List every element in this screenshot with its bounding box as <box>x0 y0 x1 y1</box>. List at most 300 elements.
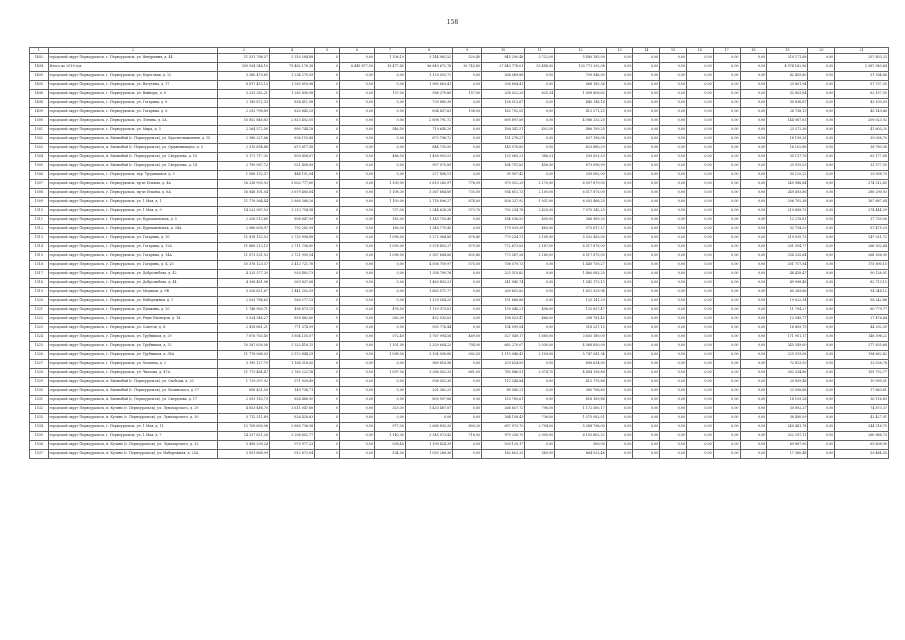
value-cell: 120 773 292,98 <box>555 63 606 72</box>
value-cell: 0,00 <box>686 252 713 261</box>
value-cell: 809,20 <box>453 423 482 432</box>
value-cell: 673 096,99 <box>555 162 606 171</box>
value-cell: 0,00 <box>686 279 713 288</box>
column-number: 11 <box>525 48 555 54</box>
value-cell: 0,00 <box>633 270 660 279</box>
value-cell: 0,00 <box>713 360 740 369</box>
value-cell: 820 645,29 <box>269 108 314 117</box>
value-cell: 0,00 <box>606 270 633 279</box>
row-number: 1523 <box>30 324 49 333</box>
value-cell: 0,00 <box>453 216 482 225</box>
column-number: 2 <box>48 48 218 54</box>
value-cell: 0,00 <box>660 315 687 324</box>
value-cell: 2 889 736,98 <box>269 423 314 432</box>
value-cell: 0,00 <box>660 81 687 90</box>
value-cell: 28 738,13 <box>767 108 808 117</box>
value-cell: 575,00 <box>453 261 482 270</box>
column-number: 16 <box>686 48 713 54</box>
value-cell: 0,00 <box>339 108 374 117</box>
value-cell: 0,00 <box>633 288 660 297</box>
value-cell: 0,00 <box>740 243 767 252</box>
value-cell: 0,00 <box>808 207 835 216</box>
table-row <box>30 378 889 387</box>
value-cell: 0,00 <box>808 369 835 378</box>
value-cell: 0,00 <box>713 342 740 351</box>
value-cell: 0,00 <box>686 117 713 126</box>
value-cell: 496 673,15 <box>269 306 314 315</box>
column-number: 21 <box>835 48 889 54</box>
value-cell: 0,00 <box>606 198 633 207</box>
value-cell: 51 594,86 <box>835 72 889 81</box>
value-cell: 2 794,00 <box>525 423 555 432</box>
address-cell: городской округ Первоуральск, г. Первоуральск, ул. Советов, д. 4 <box>48 324 218 333</box>
value-cell: 826 237,92 <box>482 198 525 207</box>
value-cell: 0,00 <box>660 333 687 342</box>
value-cell: 0,00 <box>713 207 740 216</box>
value-cell: 266 657,72 <box>482 405 525 414</box>
column-number: 1 <box>30 48 49 54</box>
value-cell: 0,00 <box>808 423 835 432</box>
value-cell: 0,00 <box>740 315 767 324</box>
value-cell: 164 751,82 <box>482 162 525 171</box>
value-cell: 325,00 <box>375 405 406 414</box>
row-number: 1508 <box>30 189 49 198</box>
value-cell: 4 494 198,86 <box>555 369 606 378</box>
value-cell: 0,00 <box>633 99 660 108</box>
address-cell: городской округ Первоуральск, г. Первоуральск, ул. Трубников, д. 29 <box>48 333 218 342</box>
table-row <box>30 297 889 306</box>
value-cell: 0,00 <box>339 99 374 108</box>
value-cell: 17 663,81 <box>835 387 889 396</box>
value-cell: 11 794,27 <box>767 306 808 315</box>
value-cell: 0,00 <box>339 414 374 423</box>
value-cell: 0,00 <box>808 63 835 72</box>
table-row <box>30 171 889 180</box>
value-cell: 0,00 <box>453 414 482 423</box>
value-cell: 0,00 <box>633 279 660 288</box>
value-cell: 3 602 777,60 <box>269 180 314 189</box>
value-cell: 0,00 <box>375 261 406 270</box>
value-cell: 0,00 <box>660 306 687 315</box>
value-cell: 0,00 <box>660 252 687 261</box>
address-cell: городской округ Первоуральск, г. Первоуральск, ул. Добролюбова, д. 42 <box>48 270 218 279</box>
value-cell: 0,00 <box>740 414 767 423</box>
value-cell: 241 040,74 <box>482 279 525 288</box>
value-cell: 4 398 481,96 <box>218 279 269 288</box>
value-cell: 0,00 <box>740 54 767 63</box>
row-number: 1537 <box>30 450 49 459</box>
value-cell: 1 234 270,59 <box>269 72 314 81</box>
value-cell: 2 510 894,46 <box>218 144 269 153</box>
value-cell: 157,00 <box>375 90 406 99</box>
value-cell: 0 <box>315 225 340 234</box>
value-cell: 10 995,51 <box>835 378 889 387</box>
value-cell: 0,00 <box>686 432 713 441</box>
value-cell: 770 234,71 <box>482 234 525 243</box>
value-cell: 41 603,20 <box>835 126 889 135</box>
value-cell: 0,00 <box>808 225 835 234</box>
value-cell: 0,00 <box>339 171 374 180</box>
table-row <box>30 135 889 144</box>
value-cell: 2 100,00 <box>525 189 555 198</box>
value-cell: 11 868 213,13 <box>218 243 269 252</box>
value-cell: 18 199,28 <box>767 135 808 144</box>
value-cell: 572,40 <box>375 333 406 342</box>
row-number: 1515 <box>30 252 49 261</box>
table-row <box>30 234 889 243</box>
value-cell: 0,00 <box>713 441 740 450</box>
value-cell: 661,00 <box>453 369 482 378</box>
value-cell: 1 282 830,98 <box>269 90 314 99</box>
column-number: 6 <box>339 48 374 54</box>
value-cell: 346,51 <box>525 153 555 162</box>
value-cell: 0,00 <box>713 108 740 117</box>
value-cell: 2 413 721,76 <box>269 261 314 270</box>
value-cell: 2 790 987,72 <box>218 162 269 171</box>
value-cell: 0,00 <box>606 72 633 81</box>
value-cell: 0,00 <box>633 225 660 234</box>
value-cell: 0,00 <box>713 270 740 279</box>
value-cell: 201 382,25 <box>405 387 452 396</box>
value-cell: 486 199,25 <box>555 126 606 135</box>
value-cell: 0,00 <box>633 387 660 396</box>
value-cell: 0,00 <box>660 297 687 306</box>
value-cell: 1 358 799,76 <box>405 270 452 279</box>
value-cell: 0,00 <box>606 135 633 144</box>
value-cell: 0 <box>315 360 340 369</box>
value-cell: 4 325 377,30 <box>218 270 269 279</box>
value-cell: 0,00 <box>525 360 555 369</box>
value-cell: 52 803,84 <box>767 90 808 99</box>
value-cell: 0 <box>315 207 340 216</box>
value-cell: 23 915,03 <box>767 162 808 171</box>
value-cell: 0,00 <box>525 135 555 144</box>
table-row <box>30 360 889 369</box>
address-cell: городской округ Первоуральск, г. Первоуральск, ул. Пушкина, д. 20 <box>48 306 218 315</box>
value-cell: 0,00 <box>660 171 687 180</box>
value-cell: 0 <box>315 144 340 153</box>
value-cell: 0,00 <box>686 153 713 162</box>
value-cell: 0,00 <box>606 441 633 450</box>
value-cell: 1 621 529,94 <box>555 288 606 297</box>
value-cell: 2 180,00 <box>525 252 555 261</box>
value-cell: 236 604,41 <box>482 81 525 90</box>
address-cell: городской округ Первоуральск, п. Кузино (г. Первоуральск), ул. Луначарского, д. 30 <box>48 414 218 423</box>
value-cell: 0,00 <box>686 234 713 243</box>
value-cell: 1 140,30 <box>375 432 406 441</box>
value-cell: 0,00 <box>713 405 740 414</box>
value-cell: 96 849 672,78 <box>405 63 452 72</box>
address-cell: городской округ Первоуральск, г. Первоуральск, ул. Трубников, д. 32 <box>48 342 218 351</box>
value-cell: 0,00 <box>606 225 633 234</box>
value-cell: 0 <box>315 324 340 333</box>
value-cell: 0,00 <box>686 90 713 99</box>
value-cell: 168 341,51 <box>482 126 525 135</box>
value-cell: 0,00 <box>339 432 374 441</box>
value-cell: 0,00 <box>525 171 555 180</box>
value-cell: 0,00 <box>660 72 687 81</box>
value-cell: 0,00 <box>660 99 687 108</box>
value-cell: 2 035 786,65 <box>218 297 269 306</box>
column-number: 10 <box>482 48 525 54</box>
value-cell: 0,00 <box>660 198 687 207</box>
value-cell: 245 988,84 <box>767 180 808 189</box>
value-cell: 0,00 <box>713 180 740 189</box>
value-cell: 11 818 152,53 <box>218 234 269 243</box>
value-cell: 0,00 <box>339 288 374 297</box>
value-cell: 62 107,55 <box>835 90 889 99</box>
value-cell: 3 190 127,79 <box>218 360 269 369</box>
value-cell: 0,00 <box>740 279 767 288</box>
address-cell: городской округ Первоуральск, г. Первоуральск, ул. Вайнера, д. 8 <box>48 90 218 99</box>
value-cell: 1 541 173,13 <box>555 279 606 288</box>
value-cell: 0,00 <box>808 90 835 99</box>
value-cell: 1 098,50 <box>375 351 406 360</box>
value-cell: 3 378 400,37 <box>405 243 452 252</box>
value-cell: 11 778 968,03 <box>218 351 269 360</box>
value-cell: 709 946,00 <box>555 72 606 81</box>
value-cell: 0,00 <box>713 252 740 261</box>
value-cell: 0 <box>315 306 340 315</box>
value-cell: 0,00 <box>686 135 713 144</box>
value-cell: 0,00 <box>633 126 660 135</box>
value-cell: 210 171,88 <box>767 54 808 63</box>
value-cell: 400,00 <box>525 216 555 225</box>
value-cell: 0,00 <box>606 261 633 270</box>
column-number: 4 <box>269 48 314 54</box>
value-cell: 534,00 <box>375 450 406 459</box>
value-cell: 5 932 450,00 <box>555 234 606 243</box>
value-cell: 0,00 <box>453 153 482 162</box>
value-cell: 0,00 <box>453 162 482 171</box>
table-row <box>30 441 889 450</box>
value-cell: 0,00 <box>660 225 687 234</box>
value-cell: 1 575 082,01 <box>555 414 606 423</box>
value-cell: 264 158,43 <box>482 414 525 423</box>
value-cell: 0,00 <box>686 297 713 306</box>
row-number: 1526 <box>30 351 49 360</box>
value-cell: 0,00 <box>808 351 835 360</box>
value-cell: 0,00 <box>808 333 835 342</box>
value-cell: 32 734,29 <box>767 225 808 234</box>
value-cell: 0,00 <box>713 261 740 270</box>
value-cell: 17 380,48 <box>767 450 808 459</box>
value-cell: 0,00 <box>606 378 633 387</box>
table-row <box>30 216 889 225</box>
value-cell: 0,00 <box>606 252 633 261</box>
value-cell: 0,00 <box>740 63 767 72</box>
value-cell: 0,00 <box>606 144 633 153</box>
value-cell: 0,00 <box>606 81 633 90</box>
value-cell: 0,00 <box>453 396 482 405</box>
row-number: 1496 <box>30 90 49 99</box>
value-cell: 0,00 <box>606 180 633 189</box>
value-cell: 1 109,90 <box>375 180 406 189</box>
value-cell: 0,00 <box>525 270 555 279</box>
value-cell: 2 711 736,80 <box>269 243 314 252</box>
value-cell: 1 611 047,88 <box>269 405 314 414</box>
value-cell: 0,00 <box>740 396 767 405</box>
value-cell: 0,00 <box>660 144 687 153</box>
value-cell: 0,00 <box>686 216 713 225</box>
value-cell: 167 687,94 <box>835 198 889 207</box>
value-cell: 0,00 <box>686 423 713 432</box>
value-cell: 2 109,00 <box>525 351 555 360</box>
value-cell: 245 549,00 <box>767 342 808 351</box>
row-number: 1531 <box>30 396 49 405</box>
value-cell: 0,00 <box>740 90 767 99</box>
value-cell: 838 411,98 <box>269 99 314 108</box>
value-cell: 0,00 <box>808 288 835 297</box>
row-number: 1520 <box>30 297 49 306</box>
value-cell: 0,00 <box>740 333 767 342</box>
row-number: 1502 <box>30 135 49 144</box>
value-cell: 4 974 162,96 <box>767 63 808 72</box>
value-cell: 0,00 <box>606 324 633 333</box>
value-cell: 133 637,47 <box>555 306 606 315</box>
value-cell: 2 572 844,29 <box>269 351 314 360</box>
value-cell: 0 <box>315 63 340 72</box>
value-cell: 1 109,00 <box>375 198 406 207</box>
value-cell: 0,00 <box>740 423 767 432</box>
column-number: 12 <box>555 48 606 54</box>
value-cell: 682 270,07 <box>482 342 525 351</box>
value-cell: 0,00 <box>606 342 633 351</box>
value-cell: 0,00 <box>633 243 660 252</box>
value-cell: 0,00 <box>808 171 835 180</box>
value-cell: 0,00 <box>686 396 713 405</box>
value-cell: 0,00 <box>808 216 835 225</box>
value-cell: 0 <box>315 72 340 81</box>
value-cell: 3 679 485,64 <box>269 189 314 198</box>
value-cell: 0,00 <box>525 72 555 81</box>
value-cell: 0,00 <box>713 279 740 288</box>
value-cell: 0,00 <box>740 432 767 441</box>
value-cell: 0,00 <box>686 441 713 450</box>
value-cell: 0,00 <box>660 117 687 126</box>
value-cell: 673 798,72 <box>405 135 452 144</box>
value-cell: 0,00 <box>740 369 767 378</box>
table-row <box>30 81 889 90</box>
value-cell: 0,00 <box>660 396 687 405</box>
value-cell: 1 108,10 <box>375 54 406 63</box>
value-cell: 0,00 <box>633 72 660 81</box>
value-cell: 0,00 <box>686 207 713 216</box>
value-cell: 1 767 994,58 <box>405 333 452 342</box>
row-number: 1512 <box>30 225 49 234</box>
value-cell: 0,00 <box>808 342 835 351</box>
value-cell: 19 022,34 <box>767 297 808 306</box>
value-cell: 0,00 <box>606 405 633 414</box>
value-cell: 0 <box>315 252 340 261</box>
value-cell: 0,00 <box>525 144 555 153</box>
row-number: 1501 <box>30 126 49 135</box>
value-cell: 0,00 <box>453 144 482 153</box>
value-cell: 229 624,05 <box>482 360 525 369</box>
value-cell: 254 335,64 <box>767 252 808 261</box>
value-cell: 1 129 053,72 <box>405 72 452 81</box>
row-number: 1495 <box>30 81 49 90</box>
value-cell: 0,00 <box>633 432 660 441</box>
value-cell: 0,00 <box>339 180 374 189</box>
value-cell: 3 272 984,80 <box>405 234 452 243</box>
value-cell: 266 089,88 <box>482 72 525 81</box>
value-cell: 0,00 <box>740 450 767 459</box>
value-cell: 0,00 <box>740 342 767 351</box>
address-cell: городской округ Первоуральск, г. Первоуральск, ул. Гагарина, д. 12А <box>48 243 218 252</box>
value-cell: 0,00 <box>606 279 633 288</box>
value-cell: 0,00 <box>453 306 482 315</box>
value-cell: 0,00 <box>339 198 374 207</box>
row-number: 1516 <box>30 261 49 270</box>
value-cell: 546,50 <box>375 126 406 135</box>
value-cell: 0,00 <box>375 81 406 90</box>
value-cell: 0,00 <box>633 333 660 342</box>
table-row <box>30 450 889 459</box>
value-cell: 739 880,38 <box>405 99 452 108</box>
value-cell: 838 486,50 <box>269 396 314 405</box>
value-cell: 154 099,54 <box>482 324 525 333</box>
value-cell: 0,00 <box>713 369 740 378</box>
value-cell: 7 570 342,25 <box>555 207 606 216</box>
address-cell: городской округ Первоуральск, п. Билимбай (г. Первоуральск), ул. Свердлова, д. 14 <box>48 162 218 171</box>
column-number: 3 <box>218 48 269 54</box>
value-cell: 826 428,63 <box>269 414 314 423</box>
value-cell: 466,00 <box>525 315 555 324</box>
value-cell: 0,00 <box>808 387 835 396</box>
value-cell: 1 145 755,40 <box>405 216 452 225</box>
value-cell: 8 449 877,00 <box>339 63 374 72</box>
value-cell: 2 733 998,88 <box>269 234 314 243</box>
value-cell: 0,00 <box>713 63 740 72</box>
value-cell: 0,00 <box>633 360 660 369</box>
value-cell: 673 817,58 <box>269 144 314 153</box>
value-cell: 14 537 621,28 <box>218 432 269 441</box>
address-cell: городской округ Первоуральск, г. Первоуральск, ул. Медиков, д. 9В <box>48 288 218 297</box>
value-cell: 0,00 <box>686 108 713 117</box>
value-cell: 0,00 <box>740 261 767 270</box>
value-cell: 0,00 <box>713 306 740 315</box>
value-cell: 0,00 <box>453 297 482 306</box>
value-cell: 0,00 <box>686 162 713 171</box>
value-cell: 776,99 <box>453 180 482 189</box>
value-cell: 16 848 301,04 <box>218 189 269 198</box>
value-cell: 7 676 763,40 <box>218 333 269 342</box>
value-cell: 737,00 <box>375 207 406 216</box>
value-cell: 23 506,88 <box>767 387 808 396</box>
value-cell: 3 345 073,43 <box>405 432 452 441</box>
value-cell: 30 836,87 <box>767 99 808 108</box>
value-cell: 0,00 <box>740 306 767 315</box>
value-cell: 1 119 373,81 <box>405 306 452 315</box>
value-cell: 0,00 <box>713 288 740 297</box>
value-cell: 133 065,21 <box>482 153 525 162</box>
value-cell: 1 748 560,71 <box>218 306 269 315</box>
value-cell: 1 110 046,43 <box>482 351 525 360</box>
value-cell: 0,00 <box>740 162 767 171</box>
value-cell: 0,00 <box>740 189 767 198</box>
value-cell: 0,00 <box>606 360 633 369</box>
value-cell: 0 <box>315 405 340 414</box>
address-cell: городской округ Первоуральск, г. Первоуральск, ул. Гагарина, д. 14А <box>48 252 218 261</box>
value-cell: 0,00 <box>525 324 555 333</box>
row-number: 1506 <box>30 171 49 180</box>
value-cell: 0,00 <box>740 405 767 414</box>
value-cell: 0,00 <box>525 261 555 270</box>
value-cell: 45 149,46 <box>835 108 889 117</box>
value-cell: 2 149 872,33 <box>218 99 269 108</box>
value-cell: 0,00 <box>713 135 740 144</box>
